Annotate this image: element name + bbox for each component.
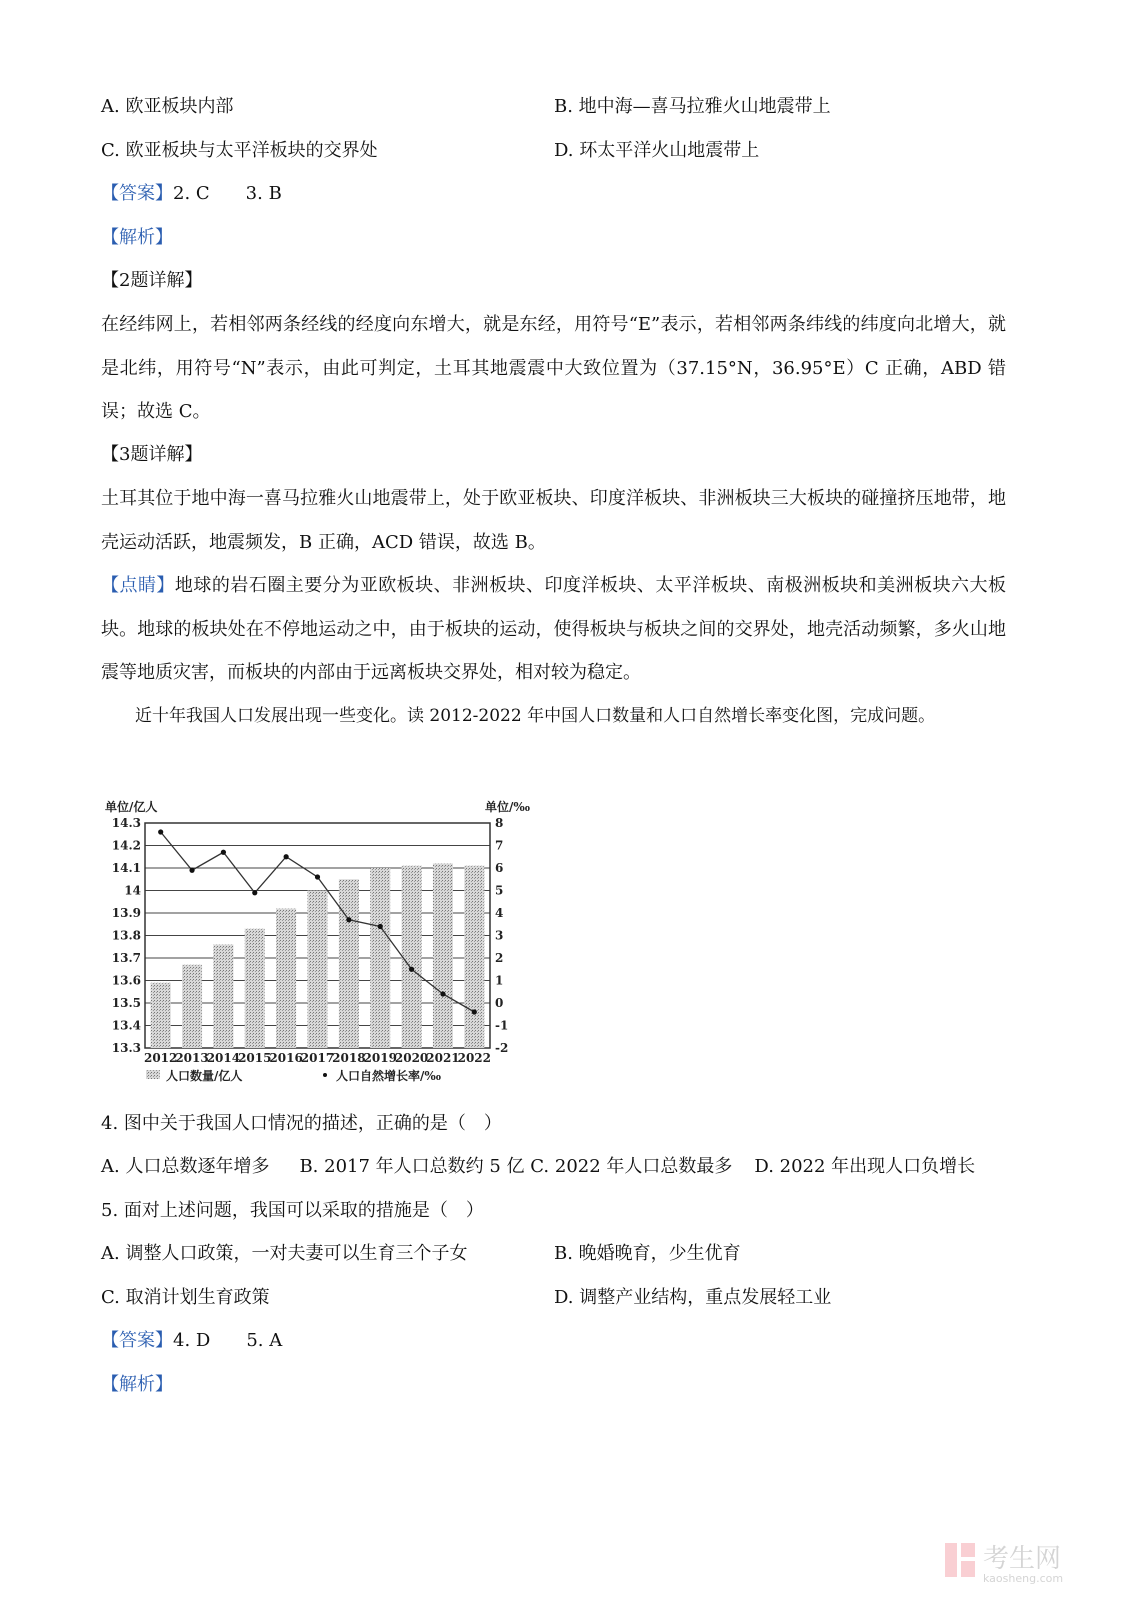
x-tick: 2022 xyxy=(457,1051,492,1065)
legend-bar-swatch xyxy=(146,1070,160,1079)
rate-point-2017 xyxy=(315,874,320,879)
rate-point-2012 xyxy=(158,829,163,834)
q2-detail-tag: 【2题详解】 xyxy=(101,270,203,291)
intro: 近十年我国人口发展出现一些变化。读 2012-2022 年中国人口数量和人口自然增长率变化图，完成问题。 xyxy=(135,706,936,726)
q4-stem: 4. 图中关于我国人口情况的描述，正确的是（ ） xyxy=(101,1113,502,1134)
bar-2018 xyxy=(339,879,359,1048)
y-right-tick: 2 xyxy=(495,951,504,965)
x-tick: 2018 xyxy=(332,1051,366,1065)
y-left-tick: 13.8 xyxy=(111,928,141,943)
q4-option-b: B. 2017 年人口总数约 5 亿 xyxy=(299,1156,525,1177)
y-left-tick: 13.7 xyxy=(111,951,141,965)
legend-line-label: 人口自然增长率/‰ xyxy=(336,1069,442,1083)
x-tick: 2013 xyxy=(175,1051,209,1065)
bar-2021 xyxy=(433,864,453,1049)
rate-point-2014 xyxy=(221,850,226,855)
option-d: D. 环太平洋火山地震带上 xyxy=(554,140,760,161)
q3-detail-tag: 【3题详解】 xyxy=(101,444,203,465)
watermark-logo xyxy=(945,1535,1105,1590)
bar-2017 xyxy=(308,891,328,1049)
tip-text: 地球的岩石圈主要分为亚欧板块、非洲板块、印度洋板块、太平洋板块、南极洲板块和美洲板块六大板块。地球的板块处在不停地运动之中，由于板块的运动，使得板块与板块之间的交界处，地壳活动频繁，多火山地震等地质灾害，而板块的内部由于远离板块交界处，相对较为稳定。 xyxy=(101,575,1007,683)
q5-option-b: B. 晚婚晚育，少生优育 xyxy=(554,1243,741,1264)
analysis-tag-2: 【解析】 xyxy=(101,1374,173,1395)
option-b: B. 地中海—喜马拉雅火山地震带上 xyxy=(554,96,831,117)
answer-text: 4. D 5. A xyxy=(173,1330,283,1351)
q4-option-a: A. 人口总数逐年增多 xyxy=(101,1156,270,1177)
q4-option-d: D. 2022 年出现人口负增长 xyxy=(754,1156,976,1177)
y-right-tick: -2 xyxy=(495,1041,509,1055)
x-tick: 2015 xyxy=(238,1051,272,1065)
answer-tag: 【答案】 xyxy=(101,183,173,204)
population-chart xyxy=(100,790,530,1090)
y-left-tick: 13.9 xyxy=(111,906,141,920)
svg-text:kaosheng.com: kaosheng.com xyxy=(983,1572,1064,1585)
y-left-tick: 13.3 xyxy=(111,1041,141,1055)
y-right-label: 单位/‰ xyxy=(484,800,530,814)
option-c: C. 欧亚板块与太平洋板块的交界处 xyxy=(101,140,378,161)
y-left-tick: 14.2 xyxy=(111,838,141,853)
y-left-label: 单位/亿人 xyxy=(105,800,158,814)
q4-options xyxy=(101,1155,975,1179)
option-a: A. 欧亚板块内部 xyxy=(101,96,234,117)
legend-bar-label: 人口数量/亿人 xyxy=(166,1069,243,1083)
y-right-tick: 8 xyxy=(495,816,504,830)
y-left-tick: 13.5 xyxy=(111,996,141,1010)
x-tick: 2020 xyxy=(394,1051,429,1065)
q5-option-a: A. 调整人口政策，一对夫妻可以生育三个子女 xyxy=(101,1243,468,1264)
answer-text: 2. C 3. B xyxy=(173,183,282,204)
rate-point-2018 xyxy=(346,917,351,922)
y-right-tick: 0 xyxy=(495,996,504,1010)
y-right-tick: 7 xyxy=(495,838,504,853)
answer-line xyxy=(101,182,282,206)
x-tick: 2012 xyxy=(143,1051,178,1065)
q3-detail: 土耳其位于地中海一喜马拉雅火山地震带上，处于欧亚板块、印度洋板块、非洲板块三大板块的碰撞挤压地带，地壳运动活跃，地震频发，B 正确，ACD 错误，故选 B。 xyxy=(101,488,1006,553)
y-right-tick: 4 xyxy=(495,906,504,920)
bar-2016 xyxy=(276,909,296,1049)
bar-2019 xyxy=(370,868,390,1048)
svg-text:考生网: 考生网 xyxy=(983,1544,1062,1574)
y-right-tick: -1 xyxy=(495,1018,509,1033)
y-right-tick: 6 xyxy=(495,861,504,875)
rate-point-2021 xyxy=(440,991,445,996)
rate-point-2019 xyxy=(378,924,383,929)
analysis-tag: 【解析】 xyxy=(101,227,173,248)
q2-detail: 在经纬网上，若相邻两条经线的经度向东增大，就是东经，用符号“E”表示，若相邻两条纬线的纬度向北增大，就是北纬，用符号“N”表示，由此可判定，土耳其地震震中大致位置为（37.15°N，36.95°E）C 正确，ABD 错误；故选 C。 xyxy=(101,314,1006,422)
bar-2022 xyxy=(464,866,484,1048)
y-right-tick: 3 xyxy=(495,928,504,943)
x-tick: 2017 xyxy=(300,1051,335,1065)
answer-line-2 xyxy=(101,1329,282,1353)
x-tick: 2021 xyxy=(426,1051,460,1065)
x-tick: 2016 xyxy=(269,1051,303,1065)
tip-tag: 【点睛】 xyxy=(101,575,175,596)
q5-option-d: D. 调整产业结构，重点发展轻工业 xyxy=(554,1287,832,1308)
tip xyxy=(101,564,1006,695)
rate-point-2015 xyxy=(252,890,257,895)
y-right-tick: 5 xyxy=(495,883,504,898)
answer-tag: 【答案】 xyxy=(101,1330,173,1351)
bar-2020 xyxy=(402,866,422,1048)
bar-2014 xyxy=(213,945,233,1049)
q4-option-c: C. 2022 年人口总数最多 xyxy=(530,1156,733,1177)
rate-point-2013 xyxy=(189,868,194,873)
x-tick: 2019 xyxy=(363,1051,397,1065)
x-tick: 2014 xyxy=(206,1051,241,1065)
q5-stem: 5. 面对上述问题，我国可以采取的措施是（ ） xyxy=(101,1200,484,1221)
y-left-tick: 14 xyxy=(124,883,141,898)
y-left-tick: 13.4 xyxy=(111,1018,141,1033)
y-left-tick: 14.1 xyxy=(111,861,141,875)
bar-2012 xyxy=(151,983,171,1048)
y-left-tick: 13.6 xyxy=(111,973,141,988)
legend-line-marker xyxy=(323,1073,327,1077)
y-right-tick: 1 xyxy=(495,973,504,988)
rate-point-2020 xyxy=(409,967,414,972)
bar-2015 xyxy=(245,929,265,1048)
rate-point-2022 xyxy=(472,1009,477,1014)
rate-point-2016 xyxy=(284,854,289,859)
y-left-tick: 14.3 xyxy=(111,816,141,830)
q5-option-c: C. 取消计划生育政策 xyxy=(101,1287,270,1308)
bar-2013 xyxy=(182,965,202,1048)
